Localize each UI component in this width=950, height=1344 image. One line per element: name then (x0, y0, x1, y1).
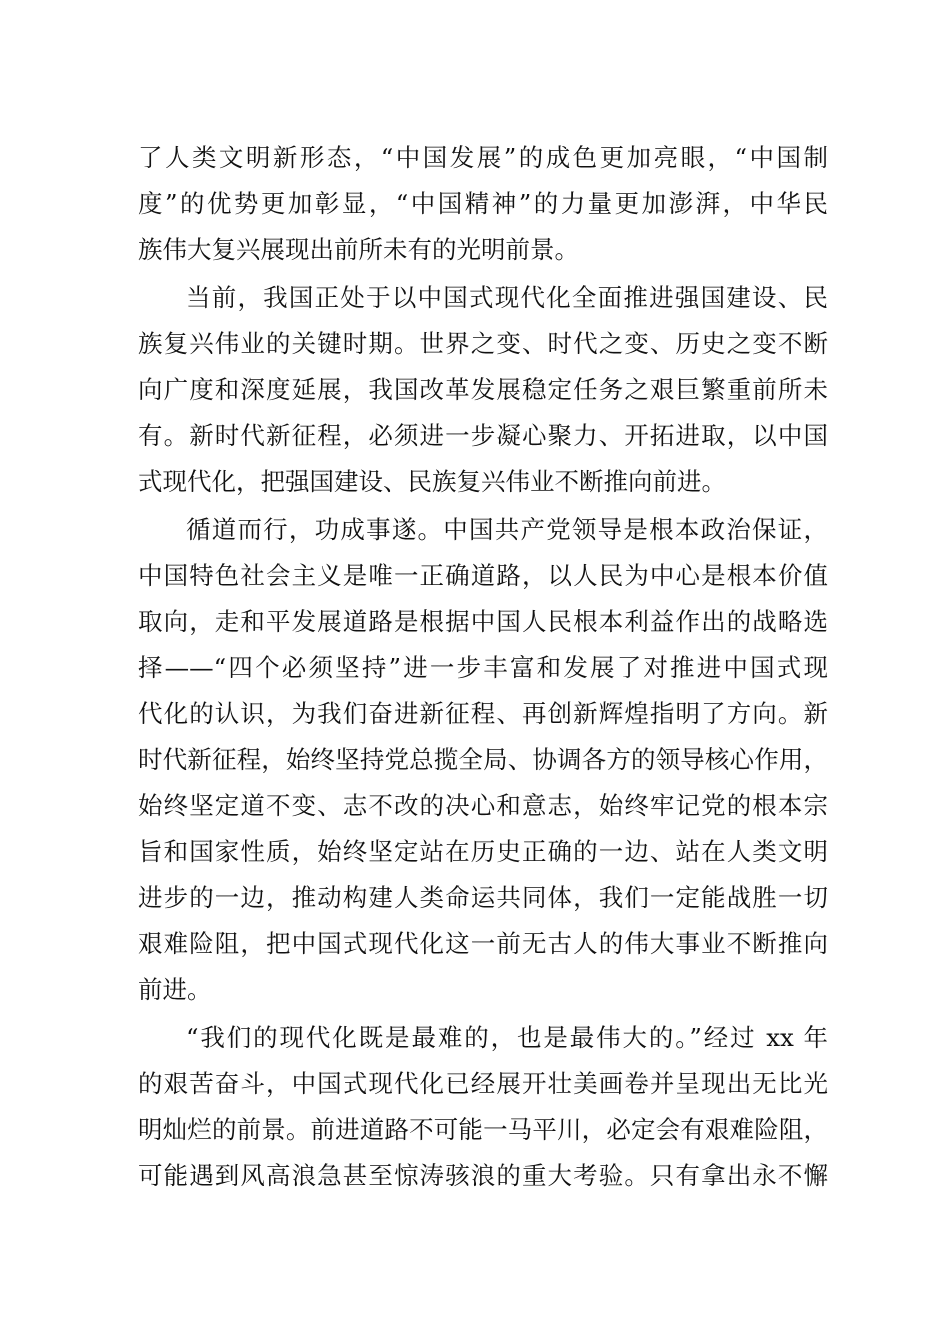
text-line: 向广度和深度延展，我国改革发展稳定任务之艰巨繁重前所未 (138, 375, 828, 404)
text-line: 度”的优势更加彰显，“中国精神”的力量更加澎湃，中华民 (138, 189, 828, 218)
text-line: 可能遇到风高浪急甚至惊涛骇浪的重大考验。只有拿出永不懈 (138, 1161, 828, 1190)
text-line: 旨和国家性质，始终坚定站在历史正确的一边、站在人类文明 (138, 837, 828, 866)
text-line: 族复兴伟业的关键时期。世界之变、时代之变、历史之变不断 (138, 329, 828, 358)
paragraph-first-line: 当前，我国正处于以中国式现代化全面推进强国建设、民 (186, 283, 828, 312)
text-line: 择——“四个必须坚持”进一步丰富和发展了对推进中国式现 (138, 653, 828, 682)
text-line: 了人类文明新形态，“中国发展”的成色更加亮眼，“中国制 (138, 143, 828, 172)
text-line: 中国特色社会主义是唯一正确道路，以人民为中心是根本价值 (138, 561, 828, 590)
text-line: 取向，走和平发展道路是根据中国人民根本利益作出的战略选 (138, 607, 828, 636)
text-line: 式现代化，把强国建设、民族复兴伟业不断推向前进。 (138, 467, 726, 496)
text-line: 进步的一边，推动构建人类命运共同体，我们一定能战胜一切 (138, 883, 828, 912)
paragraph-first-line: “我们的现代化既是最难的，也是最伟大的。”经过 xx 年 (186, 1023, 828, 1052)
paragraph-first-line: 循道而行，功成事遂。中国共产党领导是根本政治保证， (186, 515, 828, 544)
text-line: 代化的认识，为我们奋进新征程、再创新辉煌指明了方向。新 (138, 699, 828, 728)
text-line: 明灿烂的前景。前进道路不可能一马平川，必定会有艰难险阻， (138, 1115, 828, 1144)
text-line: 有。新时代新征程，必须进一步凝心聚力、开拓进取，以中国 (138, 421, 828, 450)
text-line: 艰难险阻，把中国式现代化这一前无古人的伟大事业不断推向 (138, 929, 828, 958)
text-line: 族伟大复兴展现出前所未有的光明前景。 (138, 235, 579, 264)
text-line: 前进。 (138, 975, 212, 1004)
text-line: 时代新征程，始终坚持党总揽全局、协调各方的领导核心作用， (138, 745, 828, 774)
text-line: 始终坚定道不变、志不改的决心和意志，始终牢记党的根本宗 (138, 791, 828, 820)
text-line: 的艰苦奋斗，中国式现代化已经展开壮美画卷并呈现出无比光 (138, 1069, 828, 1098)
